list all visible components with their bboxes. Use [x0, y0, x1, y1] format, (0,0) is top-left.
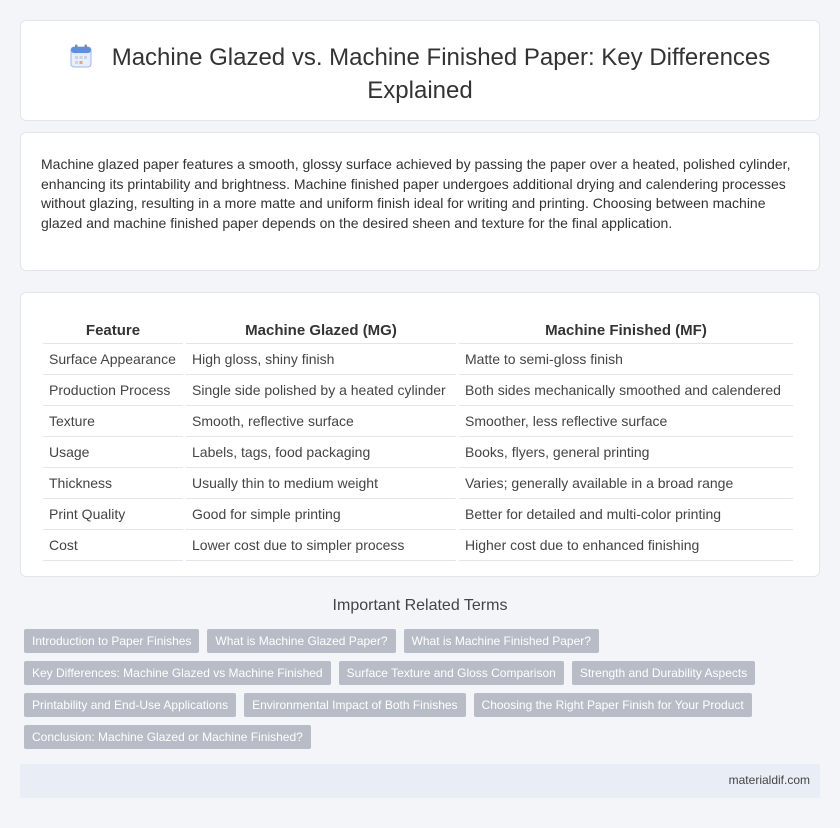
table-row: [43, 530, 793, 561]
table-cell-mg: Good for simple printing: [185, 499, 458, 530]
related-terms-list: [24, 629, 804, 749]
related-terms-heading: Important Related Terms: [332, 597, 508, 614]
table-header-mf: Machine Finished (MF): [458, 317, 794, 344]
table-cell-mg: Single side polished by a heated cylinder: [185, 375, 458, 406]
table-cell-mg: High gloss, shiny finish: [185, 344, 458, 375]
page-title: Machine Glazed vs. Machine Finished Paper: Key Differences Explained: [111, 44, 771, 104]
footer-site-name[interactable]: materialdif.com: [728, 773, 810, 787]
table-cell-mg: Usually thin to medium weight: [185, 468, 458, 499]
table-cell-mf: Both sides mechanically smoothed and calendered: [458, 375, 794, 406]
table-header-row: [43, 317, 793, 344]
related-term-tag[interactable]: Conclusion: Machine Glazed or Machine Finished?: [24, 725, 311, 749]
table-cell-mf: Smoother, less reflective surface: [458, 406, 794, 437]
table-row: [43, 468, 793, 499]
table-cell-feature: Production Process: [43, 375, 185, 406]
related-term-tag[interactable]: What is Machine Glazed Paper?: [207, 629, 395, 653]
related-term-tag[interactable]: What is Machine Finished Paper?: [404, 629, 599, 653]
table-cell-feature: Print Quality: [43, 499, 185, 530]
table-cell-mf: Better for detailed and multi-color printing: [458, 499, 794, 530]
footer: [20, 764, 820, 798]
table-cell-feature: Cost: [43, 530, 185, 561]
page-title-wrap: [21, 43, 819, 106]
comparison-table-card: [20, 292, 820, 577]
intro-paragraph: Machine glazed paper features a smooth, glossy surface achieved by passing the paper over a heated, polished cylinder, enhancing its printability and brightness. Machine finished paper undergoes additional drying and calendering processes without glazing, resulting in a more matte and uniform finish ideal for writing and printing. Choosing between machine glazed and machine finished paper depends on the desired sheen and texture for the final application.: [41, 156, 791, 231]
table-cell-feature: Usage: [43, 437, 185, 468]
table-row: [43, 344, 793, 375]
table-cell-mg: Lower cost due to simpler process: [185, 530, 458, 561]
related-term-tag[interactable]: Key Differences: Machine Glazed vs Machine Finished: [24, 661, 331, 685]
related-term-tag[interactable]: Introduction to Paper Finishes: [24, 629, 199, 653]
related-term-tag[interactable]: Strength and Durability Aspects: [572, 661, 755, 685]
calendar-icon: [70, 44, 92, 76]
header-card: [20, 20, 820, 121]
comparison-table: [43, 317, 793, 561]
table-header-mg: Machine Glazed (MG): [185, 317, 458, 344]
table-header-feature: Feature: [43, 317, 185, 344]
table-cell-feature: Surface Appearance: [43, 344, 185, 375]
table-cell-feature: Texture: [43, 406, 185, 437]
table-row: [43, 406, 793, 437]
table-row: [43, 499, 793, 530]
table-cell-mf: Varies; generally available in a broad range: [458, 468, 794, 499]
table-row: [43, 437, 793, 468]
table-cell-mf: Books, flyers, general printing: [458, 437, 794, 468]
table-cell-mg: Smooth, reflective surface: [185, 406, 458, 437]
table-cell-mg: Labels, tags, food packaging: [185, 437, 458, 468]
table-cell-feature: Thickness: [43, 468, 185, 499]
table-row: [43, 375, 793, 406]
table-cell-mf: Matte to semi-gloss finish: [458, 344, 794, 375]
related-term-tag[interactable]: Environmental Impact of Both Finishes: [244, 693, 465, 717]
intro-card: [20, 132, 820, 271]
table-cell-mf: Higher cost due to enhanced finishing: [458, 530, 794, 561]
related-term-tag[interactable]: Surface Texture and Gloss Comparison: [339, 661, 564, 685]
related-term-tag[interactable]: Choosing the Right Paper Finish for Your Product: [474, 693, 752, 717]
related-term-tag[interactable]: Printability and End-Use Applications: [24, 693, 236, 717]
